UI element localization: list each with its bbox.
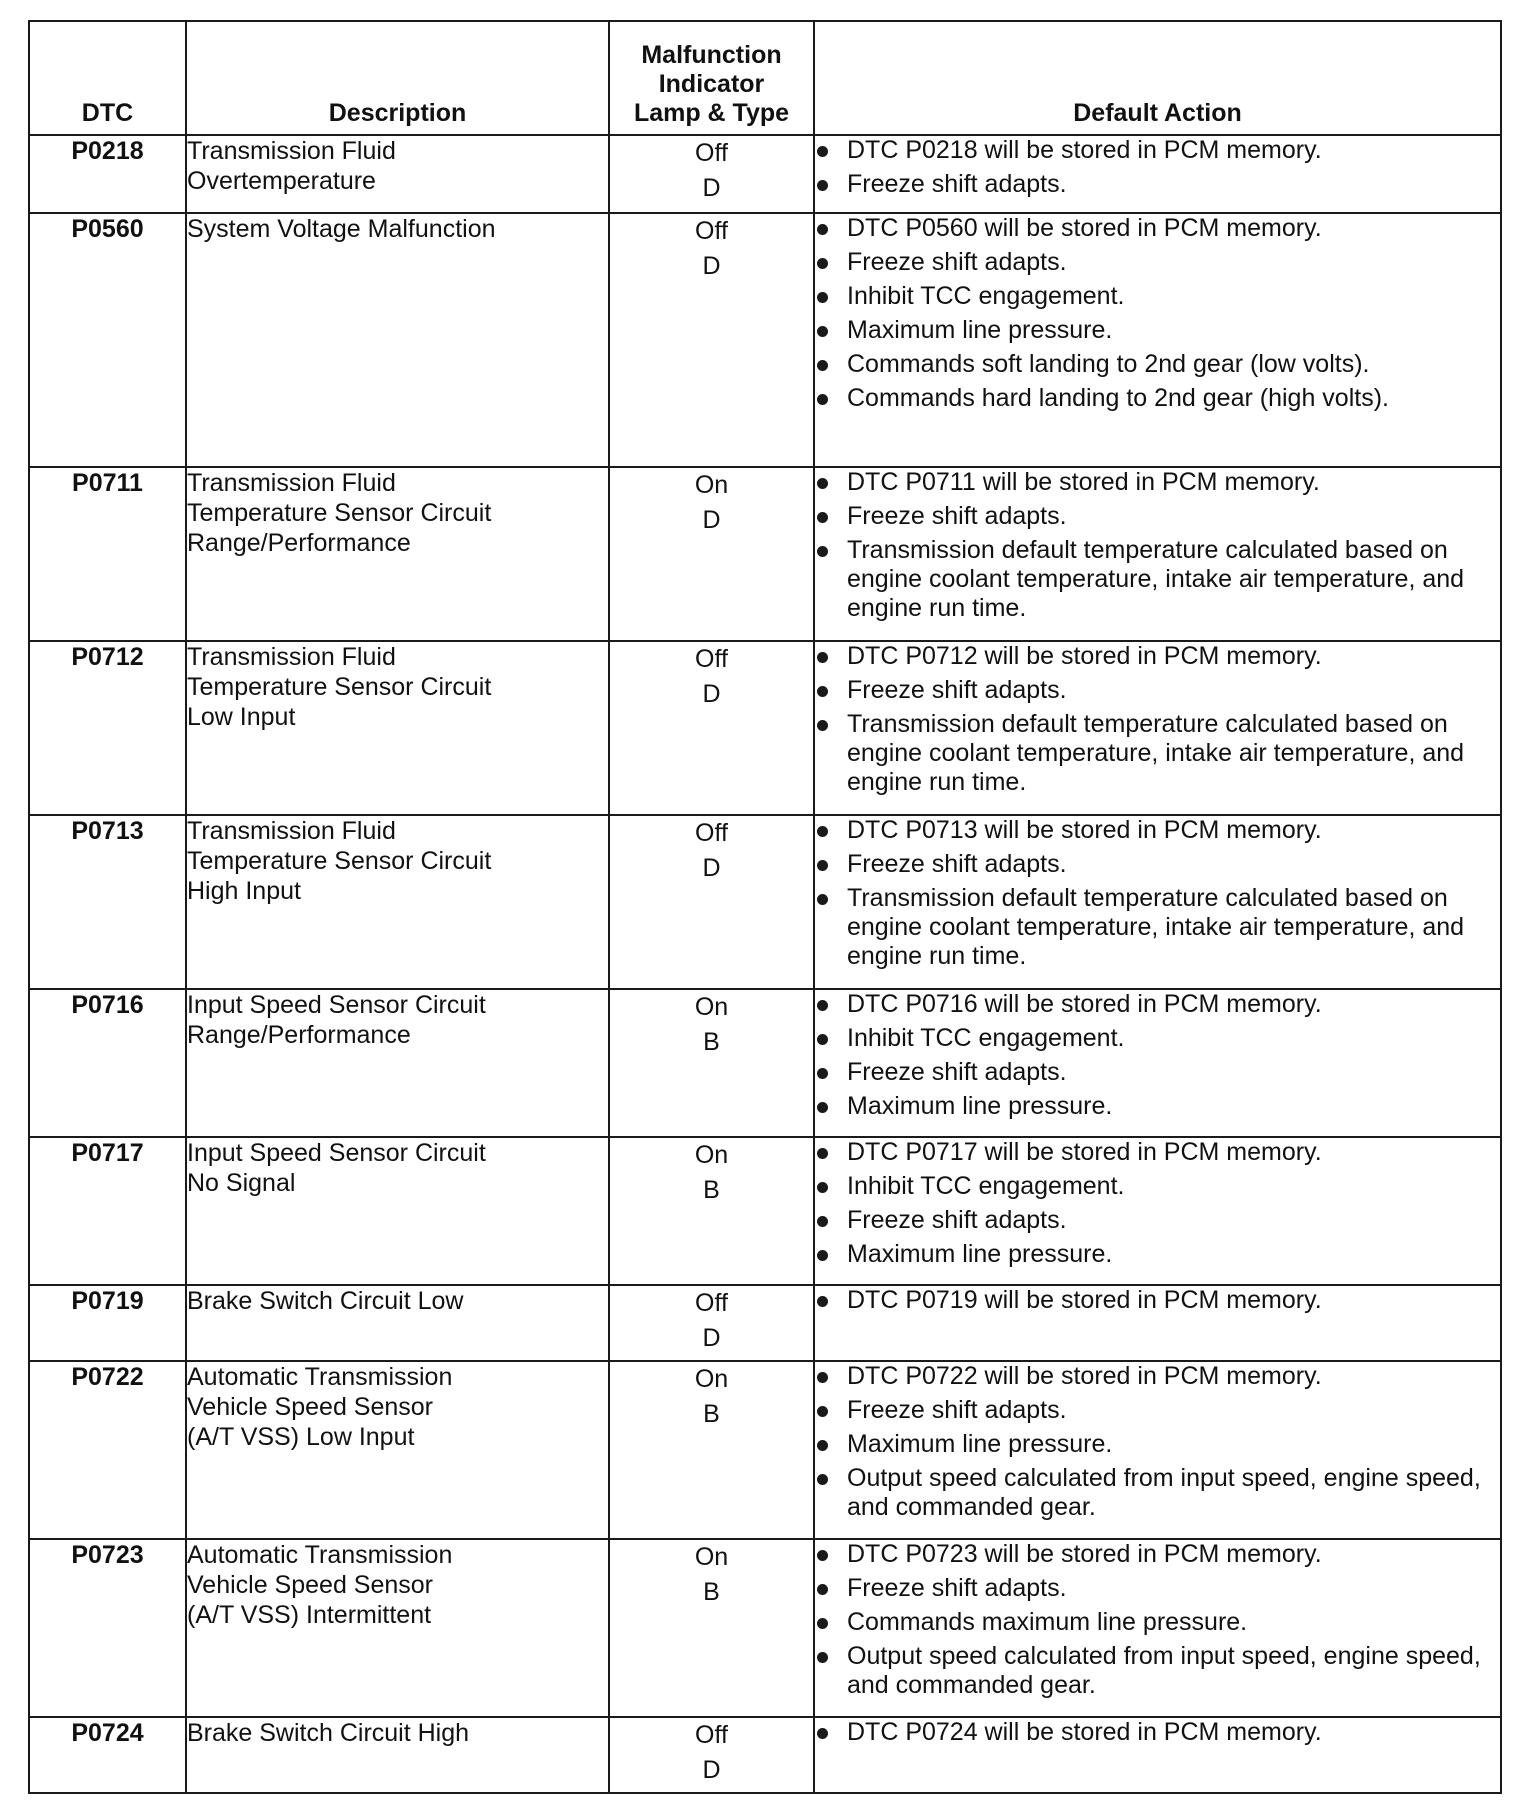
action-item [815, 710, 1500, 797]
action-list [815, 990, 1500, 1121]
action-text: Freeze shift adapts. [847, 1574, 1067, 1602]
header-default-action: Default Action [814, 21, 1501, 135]
action-item [815, 884, 1500, 971]
description-line: Transmission Fluid [187, 643, 396, 671]
mil-lamp-type [609, 1361, 814, 1539]
action-list [815, 136, 1500, 199]
table-row [29, 989, 1501, 1137]
bullet-icon [817, 292, 828, 303]
action-text: DTC P0723 will be stored in PCM memory. [847, 1540, 1322, 1568]
dtc-table [28, 20, 1502, 1794]
action-item [815, 1430, 1500, 1459]
lamp-status: On [694, 993, 729, 1021]
mil-lamp-type [609, 1137, 814, 1285]
description-line: Transmission Fluid [187, 817, 396, 845]
action-list [815, 1138, 1500, 1269]
description-line: Transmission Fluid [187, 469, 396, 497]
action-item [815, 502, 1500, 531]
action-text: Commands soft landing to 2nd gear (low volts). [847, 350, 1370, 378]
default-action [814, 989, 1501, 1137]
action-item [815, 1540, 1500, 1569]
default-action [814, 135, 1501, 213]
table-body [29, 135, 1501, 1793]
dtc-type: B [703, 1400, 720, 1428]
bullet-icon [817, 1440, 828, 1451]
action-text: DTC P0560 will be stored in PCM memory. [847, 214, 1322, 242]
bullet-icon [817, 180, 828, 191]
lamp-status: On [694, 1141, 729, 1169]
description-line: Range/Performance [187, 1021, 411, 1049]
action-item [815, 1608, 1500, 1637]
mil-lamp-type [609, 213, 814, 467]
action-item [815, 676, 1500, 705]
action-list [815, 816, 1500, 971]
bullet-icon [817, 1406, 828, 1417]
default-action [814, 815, 1501, 989]
action-text: Maximum line pressure. [847, 1430, 1113, 1458]
dtc-description [186, 1539, 609, 1717]
action-list [815, 214, 1500, 413]
dtc-description [186, 135, 609, 213]
description-line: Automatic Transmission [187, 1363, 453, 1391]
lamp-status: On [694, 1365, 729, 1393]
header-row [29, 21, 1501, 135]
bullet-icon [817, 1584, 828, 1595]
description-line: (A/T VSS) Intermittent [187, 1601, 432, 1629]
header-mil-line: Indicator [658, 70, 765, 98]
action-item [815, 1464, 1500, 1522]
bullet-icon [817, 1618, 828, 1629]
action-text: DTC P0711 will be stored in PCM memory. [847, 468, 1320, 496]
action-item [815, 1058, 1500, 1087]
action-item [815, 1718, 1500, 1747]
dtc-type: D [702, 506, 721, 534]
description-line: Temperature Sensor Circuit [187, 847, 492, 875]
dtc-code: P0722 [29, 1361, 186, 1539]
action-text: Freeze shift adapts. [847, 502, 1067, 530]
header-mil-line: Lamp & Type [633, 99, 790, 127]
action-item [815, 214, 1500, 243]
bullet-icon [817, 1728, 828, 1739]
bullet-icon [817, 686, 828, 697]
header-dtc: DTC [29, 21, 186, 135]
default-action [814, 1717, 1501, 1793]
table-row [29, 1137, 1501, 1285]
header-mil [609, 21, 814, 135]
action-list [815, 642, 1500, 797]
action-text: Maximum line pressure. [847, 316, 1113, 344]
bullet-icon [817, 258, 828, 269]
description-line: Input Speed Sensor Circuit [187, 1139, 486, 1167]
dtc-type: B [703, 1176, 720, 1204]
action-text: Maximum line pressure. [847, 1240, 1113, 1268]
lamp-status: Off [695, 1289, 728, 1317]
action-text: Transmission default temperature calculated based on engine coolant temperature, intake air temperature, and engine run time. [847, 710, 1465, 796]
bullet-icon [817, 860, 828, 871]
mil-lamp-type [609, 641, 814, 815]
action-item [815, 1206, 1500, 1235]
bullet-icon [817, 652, 828, 663]
dtc-description [186, 213, 609, 467]
dtc-type: D [702, 174, 721, 202]
bullet-icon [817, 1652, 828, 1663]
dtc-code: P0560 [29, 213, 186, 467]
bullet-icon [817, 512, 828, 523]
description-line: High Input [187, 877, 301, 905]
bullet-icon [817, 546, 828, 557]
description-line: Input Speed Sensor Circuit [187, 991, 486, 1019]
action-text: Freeze shift adapts. [847, 850, 1067, 878]
lamp-status: On [694, 471, 729, 499]
table-row [29, 467, 1501, 641]
action-item [815, 642, 1500, 671]
action-item [815, 468, 1500, 497]
description-line: Vehicle Speed Sensor [187, 1571, 434, 1599]
action-text: Output speed calculated from input speed, engine speed, and commanded gear. [847, 1642, 1481, 1699]
dtc-type: B [703, 1028, 720, 1056]
action-item [815, 1024, 1500, 1053]
lamp-status: Off [695, 819, 728, 847]
table-header [29, 21, 1501, 135]
description-line: System Voltage Malfunction [187, 215, 496, 243]
action-item [815, 1240, 1500, 1269]
default-action [814, 1285, 1501, 1361]
table-row [29, 815, 1501, 989]
default-action [814, 1361, 1501, 1539]
bullet-icon [817, 894, 828, 905]
dtc-description [186, 1285, 609, 1361]
action-item [815, 170, 1500, 199]
action-item [815, 536, 1500, 623]
dtc-description [186, 641, 609, 815]
bullet-icon [817, 478, 828, 489]
action-text: Freeze shift adapts. [847, 1396, 1067, 1424]
description-line: No Signal [187, 1169, 296, 1197]
bullet-icon [817, 1182, 828, 1193]
bullet-icon [817, 1550, 828, 1561]
bullet-icon [817, 146, 828, 157]
bullet-icon [817, 1474, 828, 1485]
action-list [815, 1286, 1500, 1315]
lamp-status: On [694, 1543, 729, 1571]
bullet-icon [817, 1296, 828, 1307]
mil-lamp-type [609, 135, 814, 213]
dtc-description [186, 1361, 609, 1539]
action-item [815, 850, 1500, 879]
dtc-description [186, 1717, 609, 1793]
dtc-type: D [702, 1756, 721, 1784]
action-text: Inhibit TCC engagement. [847, 282, 1125, 310]
dtc-description [186, 467, 609, 641]
bullet-icon [817, 224, 828, 235]
bullet-icon [817, 1250, 828, 1261]
action-item [815, 136, 1500, 165]
action-text: Commands maximum line pressure. [847, 1608, 1248, 1636]
dtc-code: P0716 [29, 989, 186, 1137]
action-item [815, 282, 1500, 311]
action-item [815, 316, 1500, 345]
bullet-icon [817, 1034, 828, 1045]
action-text: DTC P0713 will be stored in PCM memory. [847, 816, 1322, 844]
action-text: Commands hard landing to 2nd gear (high volts). [847, 384, 1389, 412]
table-row [29, 1285, 1501, 1361]
action-text: DTC P0218 will be stored in PCM memory. [847, 136, 1322, 164]
action-item [815, 1362, 1500, 1391]
action-list [815, 1540, 1500, 1700]
description-line: Vehicle Speed Sensor [187, 1393, 434, 1421]
mil-lamp-type [609, 1539, 814, 1717]
description-line: Temperature Sensor Circuit [187, 499, 492, 527]
action-text: Transmission default temperature calculated based on engine coolant temperature, intake air temperature, and engine run time. [847, 536, 1465, 622]
bullet-icon [817, 720, 828, 731]
action-text: Freeze shift adapts. [847, 1058, 1067, 1086]
action-text: DTC P0717 will be stored in PCM memory. [847, 1138, 1322, 1166]
action-item [815, 1642, 1500, 1700]
default-action [814, 213, 1501, 467]
action-list [815, 468, 1500, 623]
header-description: Description [186, 21, 609, 135]
table-row [29, 213, 1501, 467]
action-text: Transmission default temperature calculated based on engine coolant temperature, intake air temperature, and engine run time. [847, 884, 1465, 970]
action-list [815, 1362, 1500, 1522]
dtc-code: P0712 [29, 641, 186, 815]
description-line: Low Input [187, 703, 296, 731]
description-line: Brake Switch Circuit Low [187, 1287, 464, 1315]
action-item [815, 384, 1500, 413]
bullet-icon [817, 826, 828, 837]
description-line: (A/T VSS) Low Input [187, 1423, 415, 1451]
mil-lamp-type [609, 815, 814, 989]
lamp-status: Off [695, 217, 728, 245]
action-text: Inhibit TCC engagement. [847, 1024, 1125, 1052]
bullet-icon [817, 1102, 828, 1113]
action-item [815, 1092, 1500, 1121]
bullet-icon [817, 1000, 828, 1011]
header-mil-line: Malfunction [641, 41, 782, 69]
dtc-description [186, 815, 609, 989]
dtc-code: P0711 [29, 467, 186, 641]
dtc-code: P0218 [29, 135, 186, 213]
action-text: DTC P0712 will be stored in PCM memory. [847, 642, 1322, 670]
dtc-code: P0723 [29, 1539, 186, 1717]
default-action [814, 467, 1501, 641]
table-row [29, 641, 1501, 815]
dtc-type: D [702, 854, 721, 882]
lamp-status: Off [695, 139, 728, 167]
bullet-icon [817, 394, 828, 405]
dtc-description [186, 989, 609, 1137]
action-text: Freeze shift adapts. [847, 676, 1067, 704]
dtc-code: P0719 [29, 1285, 186, 1361]
bullet-icon [817, 326, 828, 337]
default-action [814, 1539, 1501, 1717]
bullet-icon [817, 1216, 828, 1227]
bullet-icon [817, 1372, 828, 1383]
action-item [815, 1172, 1500, 1201]
action-item [815, 990, 1500, 1019]
dtc-code: P0713 [29, 815, 186, 989]
action-text: Maximum line pressure. [847, 1092, 1113, 1120]
bullet-icon [817, 1148, 828, 1159]
action-item [815, 1286, 1500, 1315]
action-text: Output speed calculated from input speed, engine speed, and commanded gear. [847, 1464, 1481, 1521]
action-item [815, 1574, 1500, 1603]
description-line: Brake Switch Circuit High [187, 1719, 470, 1747]
bullet-icon [817, 360, 828, 371]
description-line: Automatic Transmission [187, 1541, 453, 1569]
action-text: DTC P0722 will be stored in PCM memory. [847, 1362, 1322, 1390]
dtc-type: D [702, 680, 721, 708]
dtc-type: D [702, 1324, 721, 1352]
action-item [815, 350, 1500, 379]
table-row [29, 1539, 1501, 1717]
mil-lamp-type [609, 1717, 814, 1793]
action-text: Freeze shift adapts. [847, 248, 1067, 276]
description-line: Transmission Fluid [187, 137, 396, 165]
action-text: Inhibit TCC engagement. [847, 1172, 1125, 1200]
lamp-status: Off [695, 1721, 728, 1749]
mil-lamp-type [609, 989, 814, 1137]
mil-lamp-type [609, 1285, 814, 1361]
table-row [29, 1361, 1501, 1539]
mil-lamp-type [609, 467, 814, 641]
action-text: Freeze shift adapts. [847, 1206, 1067, 1234]
action-item [815, 1138, 1500, 1167]
action-text: DTC P0724 will be stored in PCM memory. [847, 1718, 1322, 1746]
description-line: Overtemperature [187, 167, 376, 195]
action-list [815, 1718, 1500, 1747]
action-text: DTC P0716 will be stored in PCM memory. [847, 990, 1322, 1018]
lamp-status: Off [695, 645, 728, 673]
action-item [815, 816, 1500, 845]
action-item [815, 248, 1500, 277]
default-action [814, 1137, 1501, 1285]
dtc-description [186, 1137, 609, 1285]
action-text: Freeze shift adapts. [847, 170, 1067, 198]
action-item [815, 1396, 1500, 1425]
description-line: Temperature Sensor Circuit [187, 673, 492, 701]
dtc-code: P0724 [29, 1717, 186, 1793]
description-line: Range/Performance [187, 529, 411, 557]
dtc-code: P0717 [29, 1137, 186, 1285]
action-text: DTC P0719 will be stored in PCM memory. [847, 1286, 1322, 1314]
table-row [29, 1717, 1501, 1793]
dtc-type: D [702, 252, 721, 280]
bullet-icon [817, 1068, 828, 1079]
dtc-type: B [703, 1578, 720, 1606]
default-action [814, 641, 1501, 815]
table-row [29, 135, 1501, 213]
